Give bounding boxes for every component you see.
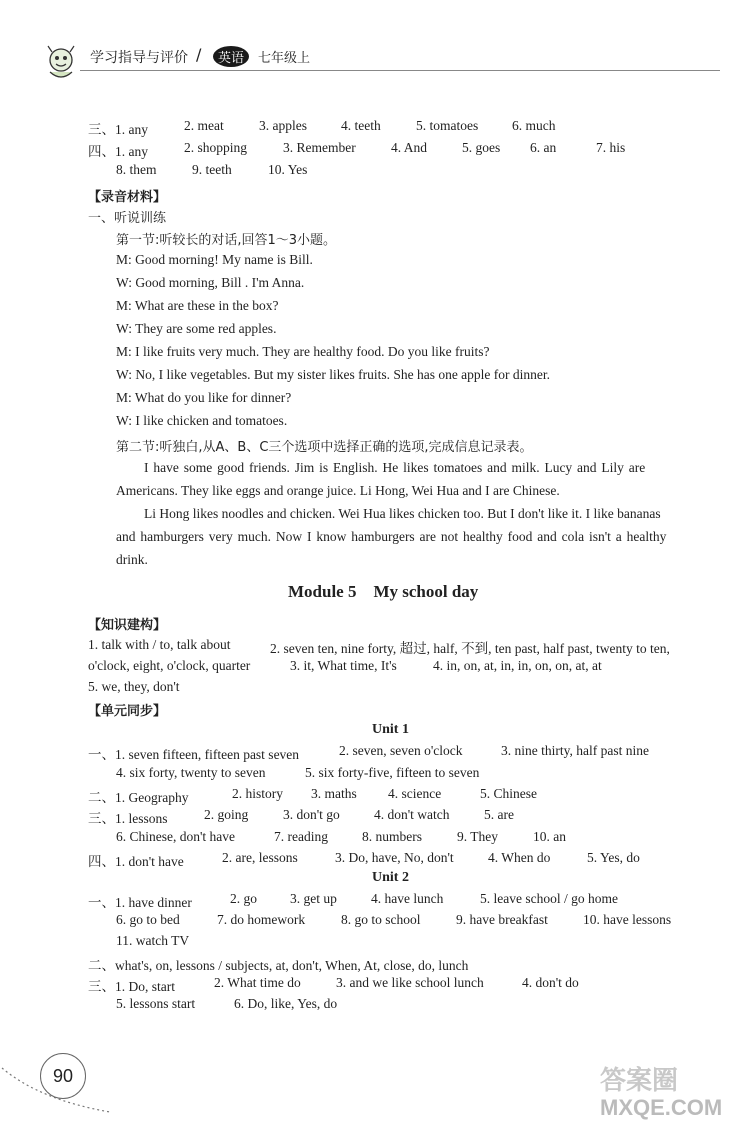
answer-item: 四、1. don't have (88, 854, 184, 869)
answer-item: 11. watch TV (116, 933, 190, 948)
answer-item: 5. goes (462, 140, 501, 155)
subject-badge: 英语 (213, 46, 249, 67)
recording-section1-title: 第一节:听较长的对话,回答1～3小题。 (116, 233, 337, 248)
answer-item: 10. an (533, 829, 566, 844)
recording-section2-title: 第二节:听独白,从A、B、C三个选项中选择正确的选项,完成信息记录表。 (116, 440, 533, 455)
answer-item: 一、1. seven fifteen, fifteen past seven (88, 747, 300, 762)
monologue-line: and hamburgers very much. Now I know hamburgers are not healthy food and cola isn't a healthy (116, 529, 667, 544)
answer-item: 7. reading (274, 829, 328, 844)
unit1-title: Unit 1 (372, 722, 409, 737)
answer-item: 一、1. have dinner (88, 895, 192, 910)
answer-item: 4. have lunch (371, 891, 444, 906)
dialogue-line: W: I like chicken and tomatoes. (116, 413, 288, 428)
answer-item: 二、what's, on, lessons / subjects, at, don't, When, At, close, do, lunch (88, 958, 469, 973)
monologue-line: Li Hong likes noodles and chicken. Wei Hua likes chicken too. But I don't like it. I like bananas (144, 506, 661, 521)
answer-item: 5. six forty-five, fifteen to seven (305, 765, 480, 780)
knowledge-item: 5. we, they, don't (88, 679, 180, 694)
answer-item: 5. lessons start (116, 996, 196, 1011)
answer-item: 3. maths (311, 786, 357, 801)
dialogue-line: W: No, I like vegetables. But my sister likes fruits. She has one apple for dinner. (116, 367, 551, 382)
answer-item: 5. tomatoes (416, 118, 479, 133)
watermark (600, 1060, 722, 1121)
knowledge-item: 2. seven ten, nine forty, 超过, half, 不到, ten past, half past, twenty to ten, (270, 641, 670, 656)
knowledge-item: o'clock, eight, o'clock, quarter (88, 658, 251, 673)
answer-item: 2. are, lessons (222, 850, 298, 865)
answer-item: 4. don't watch (374, 807, 450, 822)
answer-item: 6. Chinese, don't have (116, 829, 236, 844)
watermark-logo: 答案圈 (600, 1066, 679, 1096)
recording-heading: 【录音材料】 (88, 190, 167, 205)
answer-item: 6. Do, like, Yes, do (234, 996, 338, 1011)
book-title: 学习指导与评价 (90, 50, 188, 66)
answer-item: 8. go to school (341, 912, 421, 927)
answer-item: 7. do homework (217, 912, 306, 927)
header-divider (80, 70, 720, 71)
answer-item: 5. Chinese (480, 786, 537, 801)
answer-item: 2. shopping (184, 140, 248, 155)
knowledge-heading: 【知识建构】 (88, 618, 167, 633)
unit-sync-heading: 【单元同步】 (88, 704, 167, 719)
answer-item: 4. don't do (522, 975, 579, 990)
dialogue-line: W: Good morning, Bill . I'm Anna. (116, 275, 305, 290)
answer-item: 10. Yes (268, 162, 308, 177)
dialogue-line: M: Good morning! My name is Bill. (116, 252, 313, 267)
answer-item: 9. teeth (192, 162, 232, 177)
answer-item: 9. have breakfast (456, 912, 548, 927)
page-number: 90 (40, 1053, 86, 1099)
answer-item: 四、1. any (88, 144, 148, 159)
answer-item: 3. don't go (283, 807, 340, 822)
answer-item: 4. And (391, 140, 428, 155)
answer-item: 10. have lessons (583, 912, 672, 927)
unit2-title: Unit 2 (372, 870, 409, 885)
answer-item: 三、1. any (88, 122, 148, 137)
watermark-text: MXQE.COM (600, 1095, 723, 1120)
answer-item: 9. They (457, 829, 498, 844)
recording-part1: 一、听说训练 (88, 211, 167, 226)
answer-item: 2. What time do (214, 975, 301, 990)
answer-item: 6. go to bed (116, 912, 180, 927)
answer-item: 二、1. Geography (88, 790, 189, 805)
answer-item: 三、1. Do, start (88, 979, 175, 994)
monologue-line: I have some good friends. Jim is English. He likes tomatoes and milk. Lucy and Lily are (144, 460, 646, 475)
answer-item: 3. apples (259, 118, 307, 133)
answer-item: 2. meat (184, 118, 224, 133)
answer-item: 2. go (230, 891, 257, 906)
answer-item: 4. six forty, twenty to seven (116, 765, 266, 780)
dialogue-line: M: I like fruits very much. They are healthy food. Do you like fruits? (116, 344, 490, 359)
answer-item: 2. history (232, 786, 284, 801)
answer-item: 3. and we like school lunch (336, 975, 484, 990)
answer-item: 3. Remember (283, 140, 356, 155)
dialogue-line: M: What do you like for dinner? (116, 390, 292, 405)
knowledge-item: 3. it, What time, It's (290, 658, 397, 673)
monologue-line: drink. (116, 552, 148, 567)
grade-label: 七年级上 (258, 51, 311, 66)
answer-item: 6. an (530, 140, 557, 155)
answer-item: 3. Do, have, No, don't (335, 850, 454, 865)
answer-item: 5. leave school / go home (480, 891, 618, 906)
answer-item: 5. are (484, 807, 514, 822)
answer-item: 三、1. lessons (88, 811, 168, 826)
answer-item: 2. going (204, 807, 249, 822)
answer-item: 4. When do (488, 850, 551, 865)
mascot-icon (40, 42, 82, 84)
module-title: Module 5 My school day (288, 582, 479, 601)
answer-item: 3. nine thirty, half past nine (501, 743, 649, 758)
answer-item: 8. numbers (362, 829, 422, 844)
dialogue-line: M: What are these in the box? (116, 298, 279, 313)
dialogue-line: W: They are some red apples. (116, 321, 277, 336)
answer-item: 4. science (388, 786, 442, 801)
answer-item: 5. Yes, do (587, 850, 640, 865)
header-slash: / (196, 45, 202, 64)
answer-item: 4. teeth (341, 118, 381, 133)
answer-item: 7. his (596, 140, 626, 155)
answer-item: 6. much (512, 118, 556, 133)
knowledge-item: 1. talk with / to, talk about (88, 637, 231, 652)
answer-item: 8. them (116, 162, 157, 177)
monologue-line: Americans. They like eggs and orange juice. Li Hong, Wei Hua and I are Chinese. (116, 483, 560, 498)
answer-item: 3. get up (290, 891, 337, 906)
knowledge-item: 4. in, on, at, in, in, on, on, at, at (433, 658, 602, 673)
answer-item: 2. seven, seven o'clock (339, 743, 463, 758)
